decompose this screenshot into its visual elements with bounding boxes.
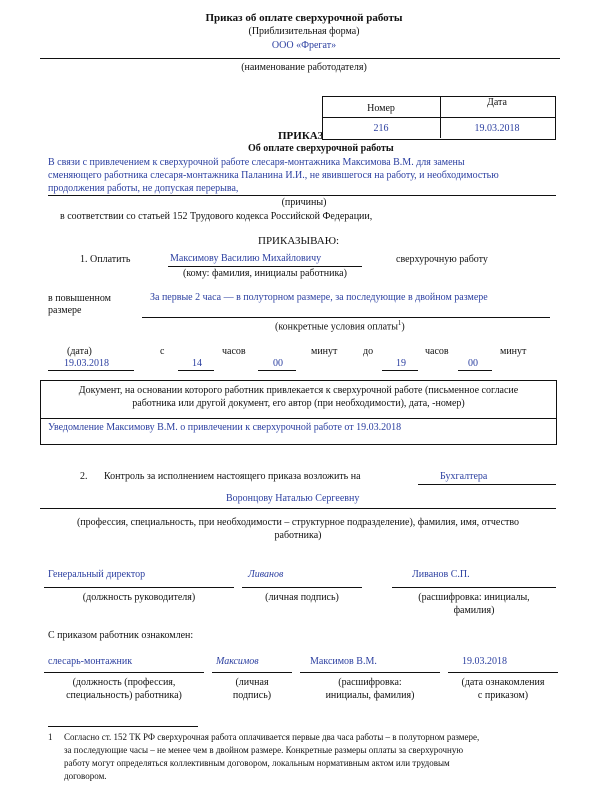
director-position: Генеральный директор — [48, 569, 146, 580]
reg-number-value: 216 — [373, 123, 389, 134]
item1-tail: сверхурочную работу — [396, 254, 488, 265]
hours-label-1: часов — [222, 346, 246, 357]
from-hours: 14 — [192, 358, 202, 369]
overtime-date: 19.03.2018 — [64, 358, 109, 369]
reason-caption: (причины) — [281, 197, 327, 208]
doc-subtitle: (Приблизительная форма) — [248, 26, 360, 37]
employee-line — [168, 266, 362, 267]
employer-line — [40, 58, 560, 59]
worker-signature-caption-2: подпись) — [232, 690, 272, 701]
director-position-line — [44, 587, 234, 588]
role-line — [418, 484, 556, 485]
reason-line-3: продолжения работы, не допуская перерыва, — [48, 183, 239, 194]
item2-person: Воронцову Наталью Сергеевну — [226, 493, 360, 504]
basis-caption-2: работника или другой документ, его автор (при необходимости), дата, -номер) — [132, 398, 465, 409]
director-name-caption-2: фамилия) — [453, 605, 495, 616]
item2-lead: 2. — [80, 471, 88, 482]
minutes-label-2: минут — [500, 346, 527, 357]
footnote-separator — [48, 726, 198, 727]
director-signature-line — [242, 587, 362, 588]
footnote-line-2: за последующие часы – не менее чем в двойном размере. Конкретные размеры оплаты за сверхурочную — [64, 745, 464, 755]
date-line — [48, 370, 134, 371]
basis-caption-1: Документ, на основании которого работник привлекается к сверхурочной работе (письменное согласие — [78, 385, 519, 396]
reg-date-label: Дата — [487, 97, 507, 108]
reason-line-2: сменяющего работника слесаря-монтажника Паланина И.И., не явившегося на работу, и необходимостью — [48, 170, 499, 181]
hours-label-2: часов — [425, 346, 449, 357]
minutes-label-1: минут — [311, 346, 338, 357]
date-caption: (дата) — [67, 346, 92, 357]
worker-date: 19.03.2018 — [462, 656, 507, 667]
reg-date-value: 19.03.2018 — [474, 123, 520, 134]
worker-name-caption-2: инициалы, фамилия) — [325, 690, 415, 701]
worker-date-line — [448, 672, 558, 673]
pay-conditions: За первые 2 часа — в полуторном размере, за последующие в двойном размере — [150, 292, 488, 303]
director-name-caption-1: (расшифровка: инициалы, — [418, 592, 530, 603]
to-hours: 19 — [396, 358, 406, 369]
in-label: в повышенном — [48, 293, 111, 304]
worker-position-caption-2: специальность) работника) — [66, 690, 182, 701]
worker-position: слесарь-монтажник — [48, 656, 133, 667]
from-hours-line — [178, 370, 214, 371]
worker-signature-caption-1: (личная — [235, 677, 269, 688]
item2-role: Бухгалтера — [440, 471, 488, 482]
footnote-line-3: работу могут определяться коллективным договором, локальным нормативным актом или трудовым — [64, 758, 450, 768]
to-label: до — [363, 346, 374, 357]
employer-caption: (наименование работодателя) — [241, 62, 367, 73]
conditions-caption: (конкретные условия оплаты$^1$) — [275, 319, 405, 333]
org-name: ООО «Фрегат» — [271, 40, 337, 51]
from-minutes: 00 — [273, 358, 283, 369]
footnote-number: 1 — [48, 732, 53, 742]
director-signature-caption: (личная подпись) — [265, 592, 339, 603]
employee-caption: (кому: фамилия, инициалы работника) — [183, 268, 347, 279]
worker-name: Максимов В.М. — [310, 656, 377, 667]
acquainted-label: С приказом работник ознакомлен: — [48, 630, 194, 641]
worker-position-caption-1: (должность (профессия, — [72, 677, 176, 688]
director-name-line — [392, 587, 556, 588]
basis-value: Уведомление Максимову В.М. о привлечении к сверхурочной работе от 19.03.2018 — [48, 422, 402, 433]
reason-line-1: В связи с привлечением к сверхурочной работе слесаря-монтажника Максимова В.М. для замены — [48, 157, 465, 168]
reg-number-label: Номер — [367, 103, 395, 114]
worker-date-caption-1: (дата ознакомления — [461, 677, 545, 688]
worker-name-caption-1: (расшифровка: — [338, 677, 402, 688]
order-word: ПРИКАЗ — [278, 130, 324, 142]
from-label: с — [160, 346, 165, 357]
basis-divider — [40, 418, 557, 419]
worker-date-caption-2: с приказом) — [477, 690, 529, 701]
item1-lead: 1. Оплатить — [80, 254, 131, 265]
reason-line — [48, 195, 556, 196]
director-position-caption: (должность руководителя) — [82, 592, 196, 603]
worker-signature-line — [212, 672, 292, 673]
person-line — [40, 508, 556, 509]
director-name: Ливанов С.П. — [412, 569, 470, 580]
footnote-ref: 1 — [397, 319, 402, 327]
to-minutes: 00 — [468, 358, 478, 369]
reg-row-divider — [322, 117, 555, 118]
item1-employee: Максимову Василию Михайловичу — [170, 253, 322, 264]
legal-basis: в соответствии со статьей 152 Трудового кодекса Российской Федерации, — [60, 211, 373, 222]
director-signature: Ливанов — [248, 569, 284, 580]
order-subject: Об оплате сверхурочной работы — [248, 143, 394, 154]
worker-signature: Максимов — [216, 656, 259, 667]
to-hours-line — [382, 370, 418, 371]
worker-name-line — [300, 672, 440, 673]
from-minutes-line — [258, 370, 296, 371]
worker-position-line — [44, 672, 204, 673]
footnote-line-4: договором. — [64, 771, 107, 781]
item2-caption-2: работника) — [274, 530, 322, 541]
size-label: размере — [48, 305, 82, 316]
item2-caption-1: (профессия, специальность, при необходимости – структурное подразделение), фамилия, имя, отчество — [76, 517, 520, 528]
conditions-line — [142, 317, 550, 318]
doc-title: Приказ об оплате сверхурочной работы — [205, 12, 403, 24]
orders-word: ПРИКАЗЫВАЮ: — [258, 235, 340, 247]
footnote-line-1: Согласно ст. 152 ТК РФ сверхурочная работа оплачивается первые два часа работы – в полуторном размере, — [64, 732, 480, 742]
to-minutes-line — [458, 370, 492, 371]
item2-text: Контроль за исполнением настоящего приказа возложить на — [104, 471, 361, 482]
